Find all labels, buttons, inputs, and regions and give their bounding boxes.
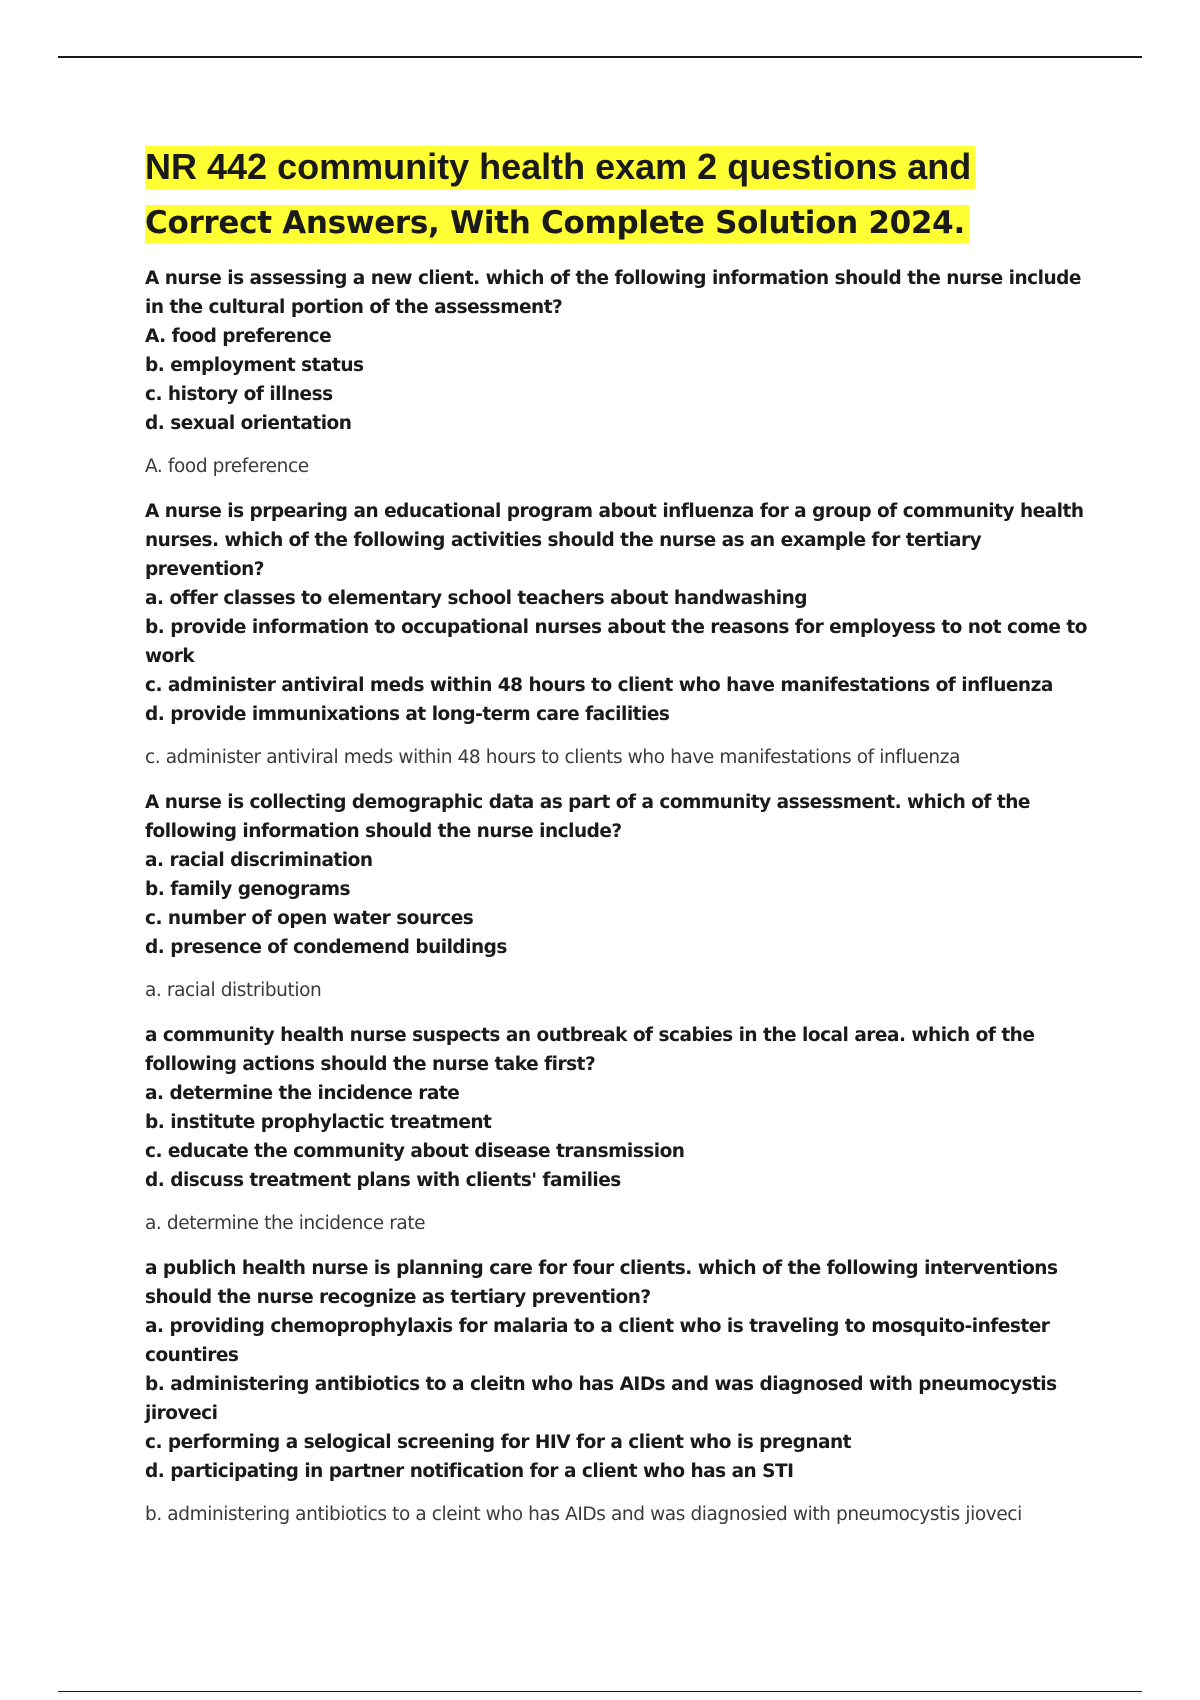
document-body xyxy=(145,140,1105,1545)
answer-option: b. institute prophylactic treatment xyxy=(145,1112,492,1133)
question-text: A nurse is assessing a new client. which of the following information should the nurse include in the cultural portion of the assessment? xyxy=(145,268,1081,318)
answer-option: d. presence of condemend buildings xyxy=(145,937,507,958)
bottom-rule xyxy=(58,1691,1142,1692)
question-block xyxy=(145,1021,1105,1238)
correct-answer: a. racial distribution xyxy=(145,980,322,1001)
answer-option: c. history of illness xyxy=(145,384,333,405)
question-block xyxy=(145,497,1105,772)
question-text: a community health nurse suspects an outbreak of scabies in the local area. which of the following actions should the nurse take first? xyxy=(145,1025,1035,1075)
answer-option: d. provide immunixations at long-term care facilities xyxy=(145,704,670,725)
question-block xyxy=(145,788,1105,1005)
top-rule xyxy=(58,56,1142,58)
answer-option: b. provide information to occupational nurses about the reasons for employess to not come to work xyxy=(145,617,1087,667)
question-text: A nurse is prpearing an educational program about influenza for a group of community health nurses. which of the following activities should the nurse as an example for tertiary prevention? xyxy=(145,501,1084,580)
correct-answer: A. food preference xyxy=(145,456,309,477)
correct-answer: c. administer antiviral meds within 48 hours to clients who have manifestations of influenza xyxy=(145,747,961,768)
question-block xyxy=(145,1254,1105,1529)
title-line-1: NR 442 community health exam 2 questions and xyxy=(145,146,975,189)
answer-option: b. administering antibiotics to a cleitn who has AIDs and was diagnosed with pneumocystis jiroveci xyxy=(145,1374,1057,1424)
answer-option: c. administer antiviral meds within 48 hours to client who have manifestations of influenza xyxy=(145,675,1053,696)
answer-option: a. determine the incidence rate xyxy=(145,1083,460,1104)
title-line-2: Correct Answers, With Complete Solution 2024. xyxy=(145,205,969,243)
correct-answer: b. administering antibiotics to a cleint who has AIDs and was diagnosied with pneumocystis jioveci xyxy=(145,1504,1022,1525)
answer-option: c. educate the community about disease transmission xyxy=(145,1141,685,1162)
answer-option: A. food preference xyxy=(145,326,332,347)
document-title xyxy=(145,140,1105,250)
question-block xyxy=(145,264,1105,481)
answer-option: d. discuss treatment plans with clients' families xyxy=(145,1170,621,1191)
answer-option: b. family genograms xyxy=(145,879,351,900)
answer-option: d. participating in partner notification for a client who has an STI xyxy=(145,1461,794,1482)
answer-option: c. number of open water sources xyxy=(145,908,474,929)
question-text: A nurse is collecting demographic data as part of a community assessment. which of the following information should the nurse include? xyxy=(145,792,1030,842)
answer-option: d. sexual orientation xyxy=(145,413,352,434)
answer-option: c. performing a selogical screening for HIV for a client who is pregnant xyxy=(145,1432,851,1453)
question-text: a publich health nurse is planning care for four clients. which of the following interventions should the nurse recognize as tertiary prevention? xyxy=(145,1258,1058,1308)
answer-option: a. providing chemoprophylaxis for malaria to a client who is traveling to mosquito-infester countires xyxy=(145,1316,1050,1366)
answer-option: a. racial discrimination xyxy=(145,850,373,871)
correct-answer: a. determine the incidence rate xyxy=(145,1213,426,1234)
answer-option: b. employment status xyxy=(145,355,364,376)
answer-option: a. offer classes to elementary school teachers about handwashing xyxy=(145,588,808,609)
